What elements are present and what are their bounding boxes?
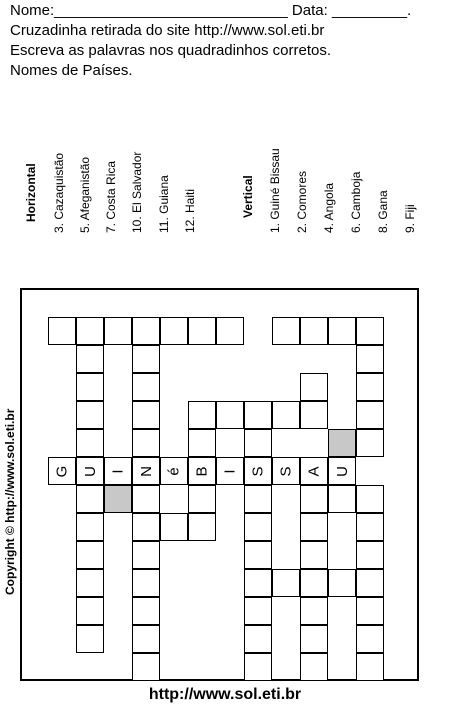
crossword-cell[interactable]	[356, 373, 384, 401]
letter-cell[interactable]	[160, 457, 188, 485]
crossword-cell[interactable]	[132, 625, 160, 653]
letter-cell[interactable]	[216, 457, 244, 485]
cell-letter: é	[165, 466, 183, 476]
crossword-cell[interactable]	[132, 485, 160, 513]
crossword-cell[interactable]	[76, 345, 104, 373]
cell-letter: S	[277, 465, 295, 477]
cell-letter: U	[333, 465, 351, 477]
crossword-cell[interactable]	[76, 485, 104, 513]
crossword-cell[interactable]	[272, 317, 300, 345]
cell-letter: N	[137, 465, 155, 477]
crossword-cell[interactable]	[300, 513, 328, 541]
cell-letter: S	[249, 465, 267, 477]
crossword-cell[interactable]	[216, 317, 244, 345]
crossword-cell[interactable]	[244, 541, 272, 569]
crossword-cell[interactable]	[160, 513, 188, 541]
crossword-cell[interactable]	[244, 513, 272, 541]
crossword-cell[interactable]	[132, 345, 160, 373]
crossword-cell[interactable]	[132, 513, 160, 541]
crossword-cell[interactable]	[356, 485, 384, 513]
crossword-cell[interactable]	[76, 401, 104, 429]
crossword-cell[interactable]	[188, 513, 216, 541]
crossword-cell[interactable]	[244, 625, 272, 653]
crossword-cell[interactable]	[356, 653, 384, 681]
crossword-cell[interactable]	[328, 485, 356, 513]
crossword-cell[interactable]	[356, 625, 384, 653]
crossword-cell[interactable]	[132, 429, 160, 457]
crossword-cell[interactable]	[244, 653, 272, 681]
crossword-cell[interactable]	[76, 429, 104, 457]
crossword-cell[interactable]	[76, 513, 104, 541]
name-date-line: Nome:____________________________ Data: _________.	[10, 2, 412, 19]
crossword-cell[interactable]	[356, 317, 384, 345]
cell-letter: I	[109, 468, 127, 474]
crossword-cell[interactable]	[76, 569, 104, 597]
crossword-cell[interactable]	[76, 373, 104, 401]
horizontal-clue: 7. Costa Rica	[104, 160, 118, 233]
crossword-cell[interactable]	[356, 345, 384, 373]
crossword-cell[interactable]	[300, 485, 328, 513]
crossword-cell[interactable]	[356, 569, 384, 597]
crossword-cell[interactable]	[132, 653, 160, 681]
cell-letter: U	[81, 465, 99, 477]
crossword-cell[interactable]	[76, 317, 104, 345]
crossword-cell[interactable]	[300, 541, 328, 569]
crossword-cell[interactable]	[188, 485, 216, 513]
letter-cell[interactable]	[244, 457, 272, 485]
shaded-cell[interactable]	[104, 485, 132, 513]
crossword-cell[interactable]	[244, 401, 272, 429]
letter-cell[interactable]	[272, 457, 300, 485]
crossword-cell[interactable]	[132, 597, 160, 625]
crossword-cell[interactable]	[328, 317, 356, 345]
crossword-cell[interactable]	[356, 429, 384, 457]
crossword-cell[interactable]	[300, 569, 328, 597]
crossword-cell[interactable]	[188, 401, 216, 429]
horizontal-clue: 3. Cazaquistão	[52, 152, 66, 233]
vertical-clue: 2. Comores	[295, 170, 309, 233]
crossword-cell[interactable]	[132, 541, 160, 569]
letter-cell[interactable]	[328, 457, 356, 485]
crossword-cell[interactable]	[356, 401, 384, 429]
crossword-cell[interactable]	[244, 597, 272, 625]
crossword-cell[interactable]	[356, 597, 384, 625]
shaded-cell[interactable]	[328, 429, 356, 457]
letter-cell[interactable]	[104, 457, 132, 485]
cell-letter: B	[193, 465, 211, 477]
footer-url: http://www.sol.eti.br	[148, 686, 302, 703]
letter-cell[interactable]	[76, 457, 104, 485]
crossword-cell[interactable]	[244, 429, 272, 457]
crossword-cell[interactable]	[300, 653, 328, 681]
crossword-cell[interactable]	[76, 541, 104, 569]
crossword-cell[interactable]	[300, 373, 328, 401]
cell-letter: A	[305, 465, 323, 477]
crossword-cell[interactable]	[76, 597, 104, 625]
vertical-clue: 6. Camboja	[349, 171, 363, 233]
crossword-cell[interactable]	[244, 485, 272, 513]
crossword-cell[interactable]	[216, 401, 244, 429]
crossword-cell[interactable]	[48, 317, 76, 345]
vertical-clues-title: Vertical	[241, 175, 255, 218]
crossword-cell[interactable]	[104, 317, 132, 345]
crossword-cell[interactable]	[300, 597, 328, 625]
crossword-cell[interactable]	[356, 513, 384, 541]
crossword-cell[interactable]	[272, 401, 300, 429]
crossword-cell[interactable]	[300, 401, 328, 429]
crossword-cell[interactable]	[132, 373, 160, 401]
letter-cell[interactable]	[132, 457, 160, 485]
cell-letter: I	[221, 468, 239, 474]
horizontal-clue: 5. Afeganistão	[78, 156, 92, 233]
horizontal-clue: 12. Haiti	[183, 188, 197, 233]
vertical-clue: 9. Fiji	[403, 204, 417, 233]
crossword-cell[interactable]	[300, 625, 328, 653]
horizontal-clue: 11. Guiana	[157, 175, 171, 233]
instruction-line: Escreva as palavras nos quadradinhos corretos.	[10, 42, 332, 59]
vertical-clue: 4. Angola	[322, 182, 336, 233]
crossword-cell[interactable]	[272, 569, 300, 597]
vertical-clue: 8. Gana	[376, 190, 390, 233]
crossword-cell[interactable]	[132, 401, 160, 429]
letter-cell[interactable]	[300, 457, 328, 485]
letter-cell[interactable]	[188, 457, 216, 485]
theme-line: Nomes de Países.	[10, 62, 133, 79]
crossword-cell[interactable]	[188, 429, 216, 457]
crossword-cell[interactable]	[300, 317, 328, 345]
copyright-notice: Copyright © http://www.sol.eti.br	[3, 408, 17, 595]
vertical-clue: 1. Guiné Bissau	[268, 148, 282, 233]
crossword-cell[interactable]	[328, 569, 356, 597]
crossword-cell[interactable]	[76, 625, 104, 653]
crossword-cell[interactable]	[356, 541, 384, 569]
cell-letter: G	[53, 465, 71, 477]
source-line: Cruzadinha retirada do site http://www.sol.eti.br	[10, 22, 325, 39]
crossword-cell[interactable]	[188, 317, 216, 345]
letter-cell[interactable]	[48, 457, 76, 485]
crossword-cell[interactable]	[160, 317, 188, 345]
horizontal-clue: 10. El Salvador	[130, 151, 144, 233]
crossword-cell[interactable]	[132, 317, 160, 345]
horizontal-clues-title: Horizontal	[24, 163, 38, 222]
crossword-cell[interactable]	[132, 569, 160, 597]
crossword-cell[interactable]	[244, 569, 272, 597]
